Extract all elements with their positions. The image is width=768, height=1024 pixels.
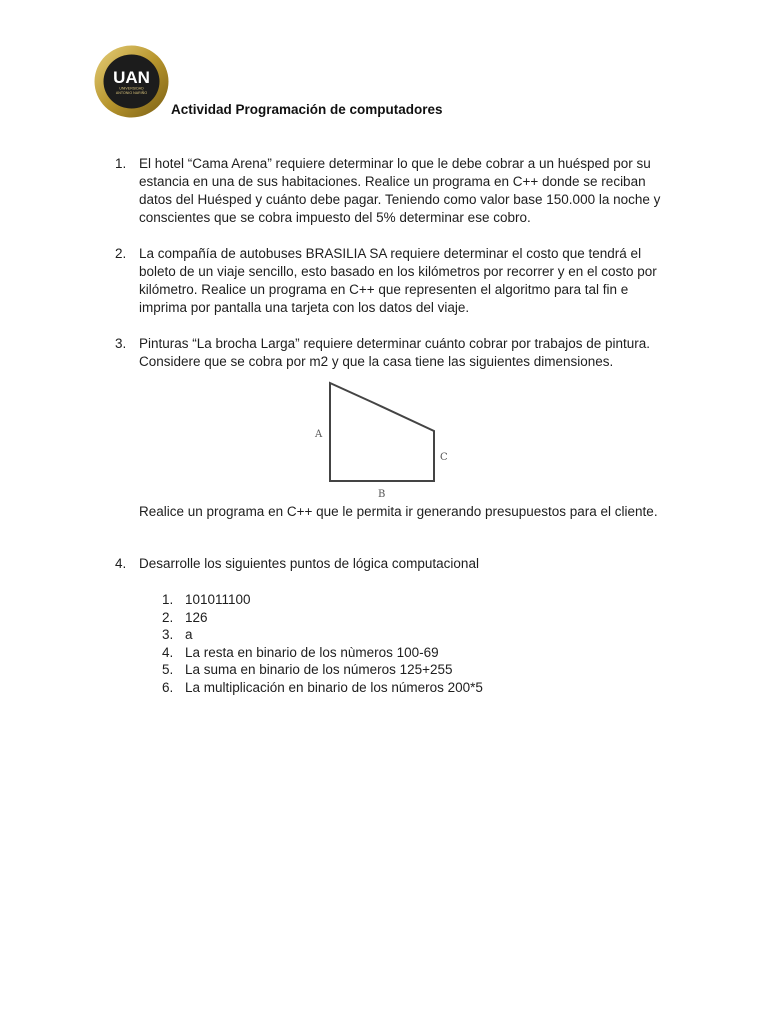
logo-text: UAN <box>113 68 150 87</box>
uan-logo <box>93 44 170 119</box>
sublist-text: 101011100 <box>185 592 251 607</box>
exercise-item-2 <box>0 245 674 317</box>
sublist-number: 2. <box>162 609 174 625</box>
sublist-text: La multiplicación en binario de los números 200*5 <box>185 679 483 695</box>
exercise-list <box>0 155 768 715</box>
sublist-item <box>139 609 674 627</box>
item-text: La compañía de autobuses BRASILIA SA requiere determinar el costo que tendrá el boleto de un viaje sencillo, esto basado en los kilómetros por recorrer y en el costo por kilómetro. Realice un programa en C++ que representen el algoritmo para tal fin e imprima por pantalla una tarjeta con los datos del viaje. <box>139 246 657 315</box>
item-number: 4. <box>115 556 127 571</box>
label-c: C <box>440 452 448 463</box>
sublist-item <box>139 644 674 662</box>
logo-subtext-1: UNIVERSIDAD <box>119 86 144 91</box>
exercise-item-1 <box>0 155 674 227</box>
sublist-number: 4. <box>162 644 174 660</box>
exercise-item-3 <box>0 335 674 521</box>
label-a: A <box>315 429 323 440</box>
sublist-number: 5. <box>162 662 174 678</box>
logo-subtext-2: ANTONIO NARIÑO <box>115 91 148 95</box>
label-b: B <box>378 489 386 500</box>
item-text: Desarrolle los siguientes puntos de lógica computacional <box>139 556 479 571</box>
logic-sublist <box>139 591 674 697</box>
item-number: 2. <box>115 246 127 261</box>
sublist-item <box>139 591 674 609</box>
house-dimensions-figure <box>312 377 452 503</box>
item-text: El hotel “Cama Arena” requiere determinar lo que le debe cobrar a un huésped por su estancia en una de sus habitaciones. Realice un programa en C++ donde se reciban datos del Huésped y cuánto debe pagar. Teniendo como valor base 150.000 la noche y conscientes que se cobra impuesto del 5% determinar ese cobro. <box>139 156 661 225</box>
sublist-item <box>139 661 674 679</box>
exercise-item-4 <box>0 555 674 697</box>
item-number: 1. <box>115 156 127 171</box>
document-title: Actividad Programación de computadores <box>171 102 443 117</box>
sublist-text: La resta en binario de los nùmeros 100-69 <box>185 644 439 660</box>
sublist-text: La suma en binario de los números 125+255 <box>185 662 453 678</box>
sublist-number: 3. <box>162 627 174 643</box>
sublist-item <box>139 626 674 644</box>
item-text: Pinturas “La brocha Larga” requiere determinar cuánto cobrar por trabajos de pintura. Considere que se cobra por m2 y que la casa tiene las siguientes dimensiones. <box>139 336 651 369</box>
sublist-number: 1. <box>162 592 174 607</box>
sublist-text: a <box>185 627 193 643</box>
sublist-number: 6. <box>162 679 174 695</box>
sublist-text: 126 <box>185 609 208 625</box>
house-outline <box>330 383 434 481</box>
sublist-item <box>139 679 674 697</box>
item-followup-text: Realice un programa en C++ que le permita ir generando presupuestos para el cliente. <box>139 504 658 519</box>
item-number: 3. <box>115 336 127 351</box>
